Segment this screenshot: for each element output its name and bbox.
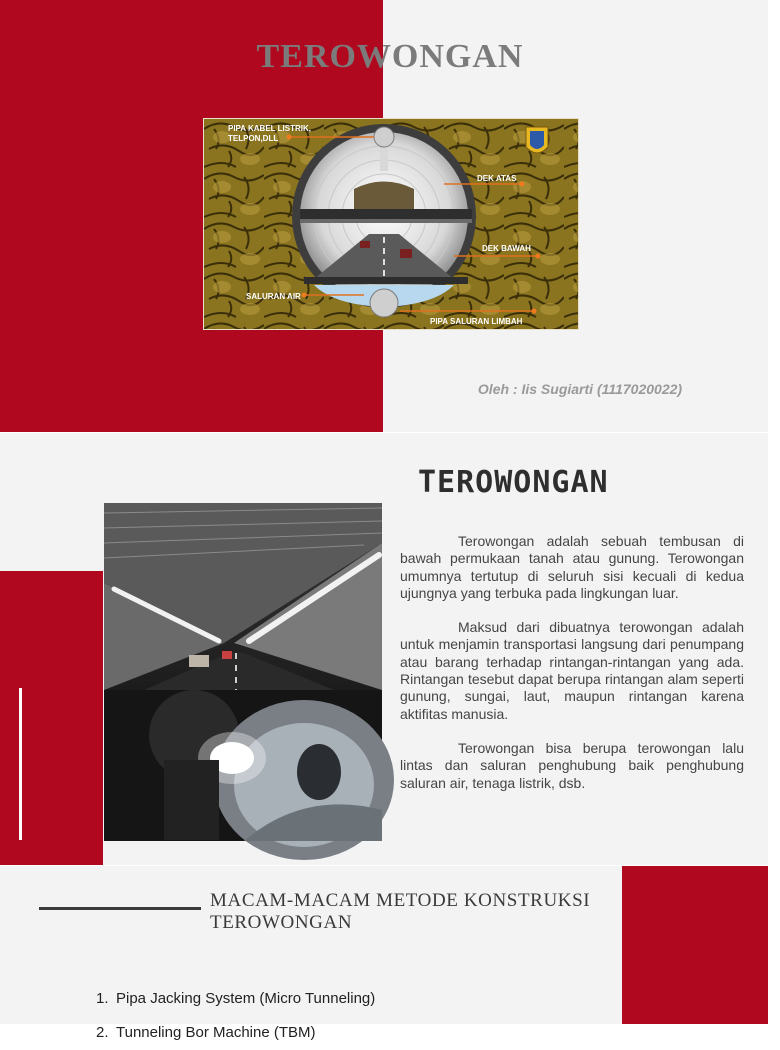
list-item [96,1016,375,1050]
label-dek-bawah: DEK BAWAH [482,244,531,253]
definition-slide [0,433,768,865]
red-accent-block [0,571,103,865]
label-telpon: TELPON,DLL [228,134,279,143]
methods-slide [0,866,768,1041]
tunnel-cross-section-figure [203,118,579,330]
paragraph-1: Terowongan adalah sebuah tembusan di bawah permukaan tanah atau gunung. Terowongan umumnya tertutup di seluruh sisi kecuali di kedua ujungnya yang terbuka pada lingkungan luar. [400,533,744,601]
label-pipa-kabel: PIPA KABEL LISTRIK, [228,124,311,133]
paragraph-3: Terowongan bisa berupa terowongan lalu lintas dan saluran penghubung baik penghubung saluran air, tenaga listrik, dsb. [400,739,744,791]
list-item [96,982,375,1016]
title-slide [0,0,768,432]
slide-title: TEROWONGAN [418,465,609,500]
list-text: Tunneling Bor Machine (TBM) [116,1024,316,1041]
label-dek-atas: DEK ATAS [477,174,517,183]
title-underline [39,907,201,910]
author-credit: Oleh : Iis Sugiarti (1117020022) [477,381,683,397]
definition-text [400,533,744,809]
label-saluran-air: SALURAN AIR [246,292,301,301]
red-accent-block [622,866,768,1024]
label-pipa-limbah: PIPA SALURAN LIMBAH [430,317,523,326]
methods-list [96,982,375,1050]
pipe-tunnel-photo [104,690,382,841]
emblem-icon [526,127,548,153]
road-tunnel-photo [104,503,382,690]
list-number: 2. [96,1024,109,1041]
slide-title: MACAM-MACAM METODE KONSTRUKSI TEROWONGAN [210,890,591,933]
white-accent-bar [19,688,22,840]
list-number: 1. [96,990,109,1007]
slide-title: TEROWONGAN [256,38,524,75]
paragraph-2: Maksud dari dibuatnya terowongan adalah untuk menjamin transportasi langsung dari penumpang atau barang terhadap rintangan-rintangan yang ada. Rintangan tesebut dapat berupa rintangan alam seperti gunung, sungai, laut, maupun rintangan karena aktifitas manusia. [400,619,744,722]
list-text: Pipa Jacking System (Micro Tunneling) [116,990,376,1007]
